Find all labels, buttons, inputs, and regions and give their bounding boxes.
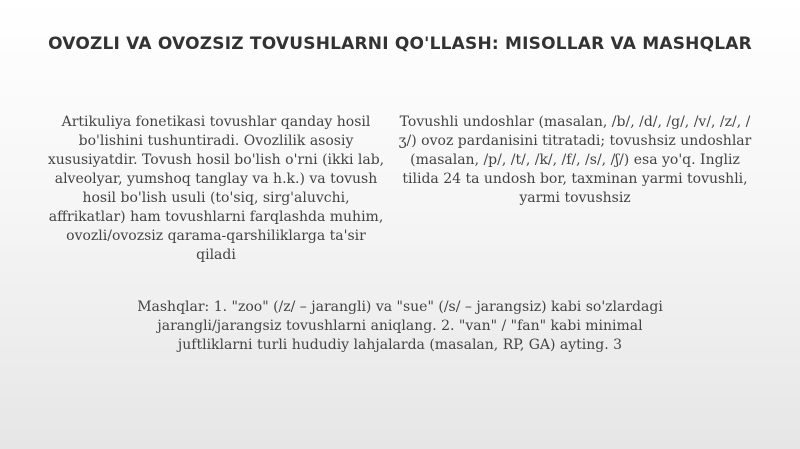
slide-title: OVOZLI VA OVOZSIZ TOVUSHLARNI QO'LLASH: MISOLLAR VA MASHQLAR — [48, 34, 752, 54]
exercises-text-block: Mashqlar: 1. "zoo" (/z/ – jarangli) va "sue" (/s/ – jarangsiz) kabi so'zlardagi jarangli/jarangsiz tovushlarni aniqlang. 2. "van" / "fan" kabi minimal juftliklarni turli hududiy lahjalarda (masalan, RP, GA) ayting. 3 — [137, 299, 663, 353]
left-text-block: Artikuliya fonetikasi tovushlar qanday hosil bo'lishini tushuntiradi. Ovozlilik asosiy xususiyatdir. Tovush hosil bo'lish o'rni (ikki lab, alveolyar, yumshoq tanglay va h.k.) va tovush hosil bo'lish usuli (to'siq, sirg'aluvchi, affrikatlar) ham tovushlarni farqlashda muhim, ovozli/ovozsiz qarama-qarshiliklarga ta'sir qiladi — [47, 114, 385, 263]
right-text-block: Tovushli undoshlar (masalan, /b/, /d/, /g/, /v/, /z/, /ʒ/) ovoz pardanisini titratadi; tovushsiz undoshlar (masalan, /p/, /t/, /k/, /f/, /s/, /ʃ/) esa yo'q. Ingliz tilida 24 ta undosh bor, taxminan yarmi tovushli, yarmi tovushsiz — [398, 114, 752, 206]
